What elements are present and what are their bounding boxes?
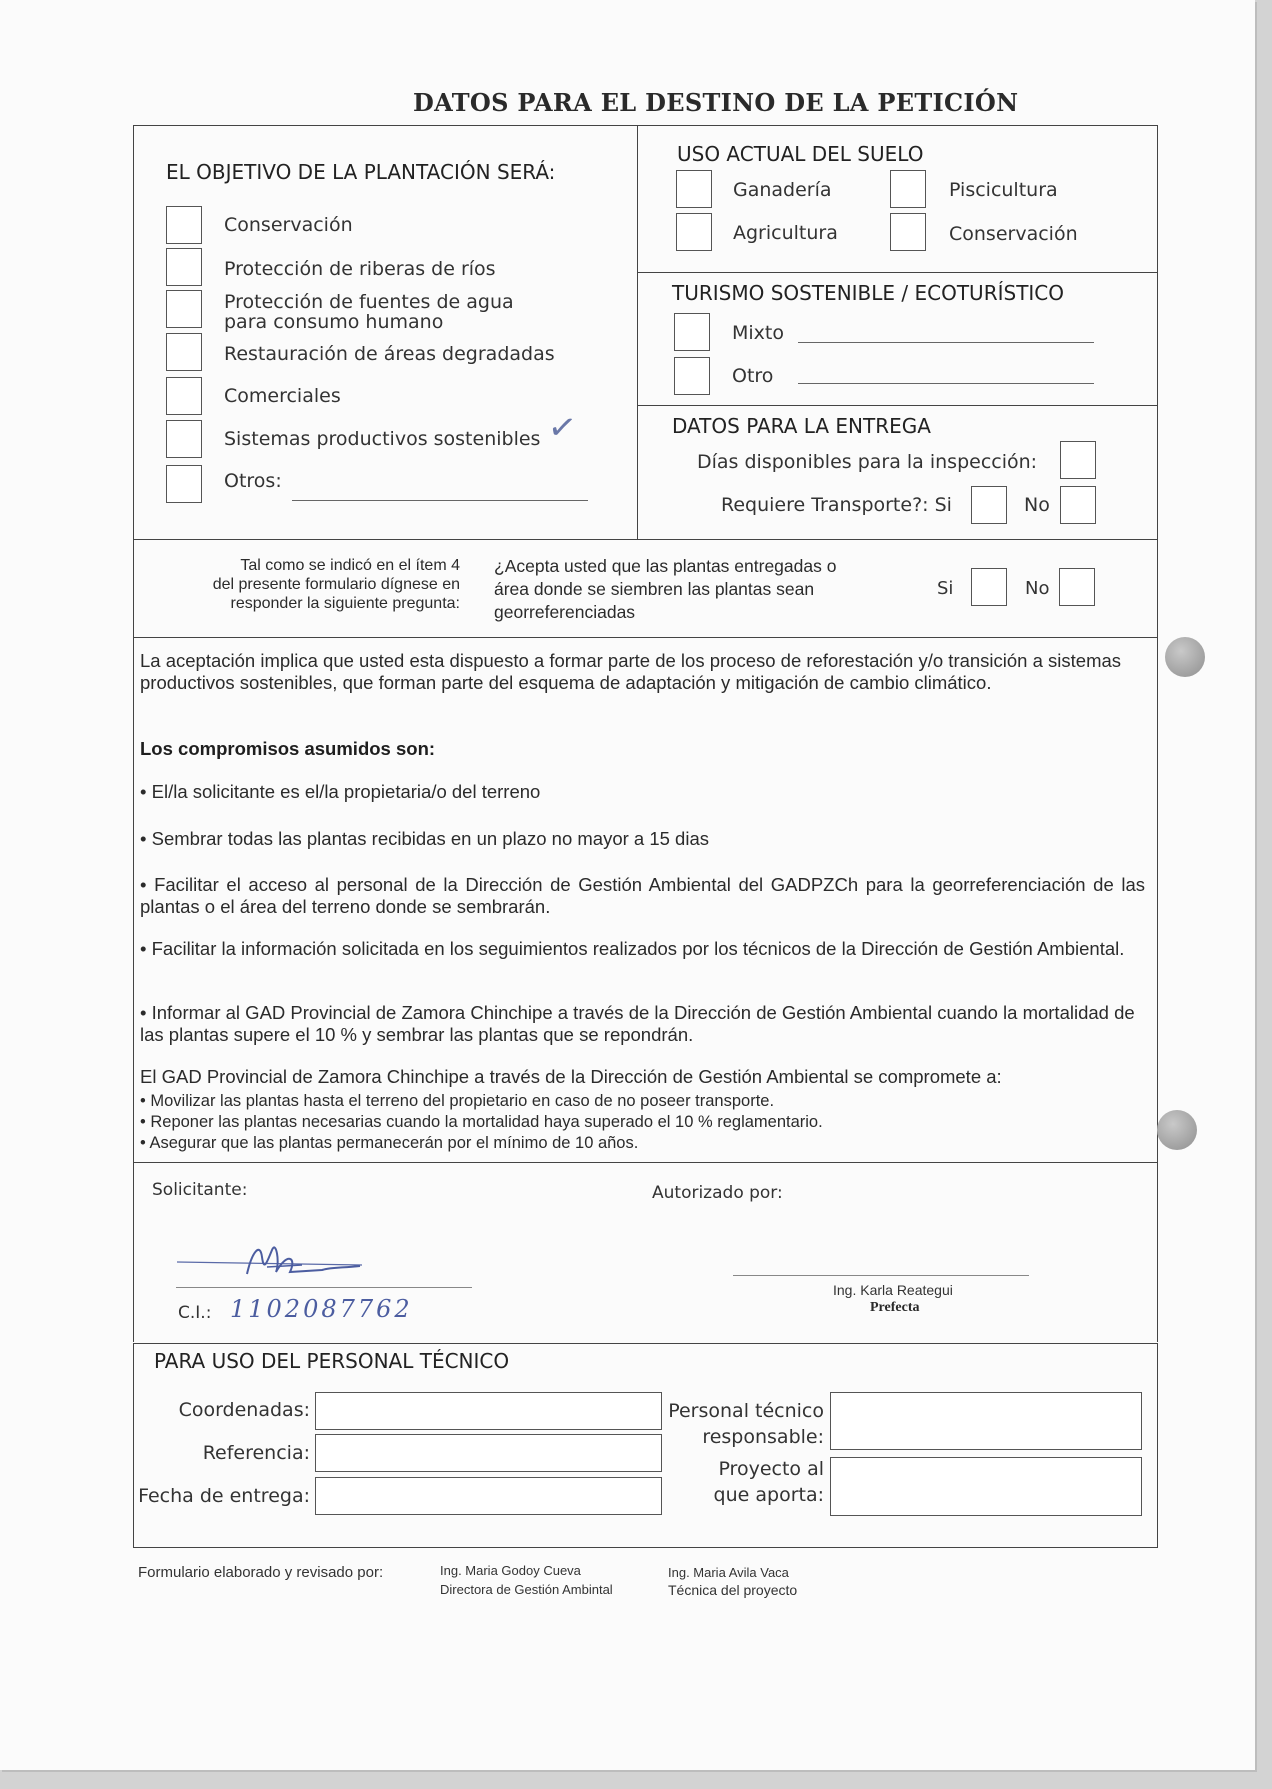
- technical-heading: PARA USO DEL PERSONAL TÉCNICO: [154, 1349, 510, 1373]
- checkbox-restauracion[interactable]: [166, 333, 202, 371]
- otros-line[interactable]: [292, 500, 588, 501]
- coords-field[interactable]: [315, 1392, 662, 1430]
- divider-georef-bottom: [133, 637, 1158, 638]
- georef-intro: [150, 556, 460, 613]
- transport-no-label: No: [1024, 494, 1050, 516]
- objective-heading: EL OBJETIVO DE LA PLANTACIÓN SERÁ:: [166, 160, 556, 184]
- label-restauracion: Restauración de áreas degradadas: [224, 343, 555, 365]
- project-label-line-1: Proyecto al: [718, 1458, 824, 1480]
- checkbox-comerciales[interactable]: [166, 377, 202, 415]
- footer-person-2-name: Ing. Maria Avila Vaca: [668, 1565, 789, 1580]
- checkbox-ganaderia[interactable]: [676, 170, 712, 208]
- staff-field[interactable]: [830, 1392, 1142, 1450]
- delivery-date-label: Fecha de entrega:: [138, 1485, 310, 1507]
- checkbox-conservacion-suelo[interactable]: [890, 213, 926, 251]
- frame-top: [133, 125, 1158, 126]
- georef-si-label: Si: [937, 578, 954, 599]
- checkmark-icon: ✓: [545, 406, 580, 450]
- frame-left: [133, 125, 134, 1169]
- commitment-3: • Facilitar el acceso al personal de la Dirección de Gestión Ambiental del GADPZCh para la georreferenciación de las plantas o el área del terreno donde se sembrarán.: [140, 874, 1145, 917]
- applicant-signature-line: [176, 1287, 472, 1288]
- gad-commitment-heading: El GAD Provincial de Zamora Chinchipe a través de la Dirección de Gestión Ambiental se compromete a:: [140, 1066, 1002, 1087]
- land-use-heading: USO ACTUAL DEL SUELO: [677, 142, 924, 166]
- commitment-4: • Facilitar la información solicitada en los seguimientos realizados por los técnicos de la Dirección de Gestión Ambiental.: [140, 938, 1125, 959]
- authority-title: Prefecta: [870, 1300, 920, 1315]
- commitments-heading: Los compromisos asumidos son:: [140, 738, 436, 759]
- georef-no-label: No: [1025, 578, 1050, 599]
- project-label-line-2: que aporta:: [713, 1484, 824, 1506]
- ci-label: C.I.:: [178, 1303, 212, 1323]
- checkbox-georef-si[interactable]: [971, 568, 1007, 606]
- checkbox-mixto[interactable]: [674, 313, 710, 351]
- footer-person-1-name: Ing. Maria Godoy Cueva: [440, 1563, 581, 1578]
- georef-question-line-2: área donde se siembren las plantas sean: [494, 579, 815, 599]
- checkbox-riberas[interactable]: [166, 248, 202, 286]
- divider-georef-top: [133, 539, 1158, 540]
- gad-item-2: • Reponer las plantas necesarias cuando la mortalidad haya superado el 10 % reglamentario.: [140, 1113, 823, 1131]
- georef-question-line-3: georreferenciadas: [494, 602, 636, 622]
- tech-frame-bottom: [133, 1547, 1158, 1548]
- punch-hole-top: [1165, 637, 1205, 677]
- georef-question-line-1: ¿Acepta usted que las plantas entregadas o: [494, 556, 837, 576]
- georef-intro-line-3: responder la siguiente pregunta:: [230, 595, 460, 612]
- divider-signatures-top: [133, 1162, 1158, 1163]
- applicant-label: Solicitante:: [152, 1180, 248, 1200]
- label-conservacion: Conservación: [224, 214, 353, 236]
- gad-item-1: • Movilizar las plantas hasta el terreno del propietario en caso de no poseer transporte.: [140, 1092, 775, 1110]
- delivery-date-field[interactable]: [315, 1477, 662, 1515]
- georef-intro-line-2: del presente formulario dígnese en: [212, 576, 460, 593]
- project-label: [664, 1456, 824, 1508]
- commitment-2: • Sembrar todas las plantas recibidas en un plazo no mayor a 15 dias: [140, 828, 709, 849]
- authority-signature-line: [733, 1275, 1029, 1276]
- checkbox-piscicultura[interactable]: [890, 170, 926, 208]
- label-ganaderia: Ganadería: [733, 179, 832, 201]
- reference-label: Referencia:: [202, 1442, 310, 1464]
- sig-frame-left: [133, 1162, 134, 1342]
- delivery-heading: DATOS PARA LA ENTREGA: [672, 414, 931, 438]
- applicant-signature: [172, 1232, 402, 1292]
- label-sistemas-productivos: Sistemas productivos sostenibles: [224, 428, 541, 450]
- frame-middle: [637, 125, 638, 539]
- label-consumo-humano: para consumo humano: [224, 311, 444, 333]
- checkbox-transport-no[interactable]: [1060, 486, 1096, 524]
- checkbox-agricultura[interactable]: [676, 213, 712, 251]
- punch-hole-bottom: [1157, 1110, 1197, 1150]
- tourism-heading: TURISMO SOSTENIBLE / ECOTURÍSTICO: [672, 281, 1065, 305]
- divider-technical-top: [133, 1343, 1158, 1344]
- checkbox-conservacion[interactable]: [166, 206, 202, 244]
- gad-item-3: • Asegurar que las plantas permanecerán por el mínimo de 10 años.: [140, 1134, 639, 1152]
- reference-field[interactable]: [315, 1434, 662, 1472]
- commitment-5: • Informar al GAD Provincial de Zamora Chinchipe a través de la Dirección de Gestión Ambiental cuando la mortalidad de las plantas supere el 10 % y sembrar las plantas que se repondrán.: [140, 1002, 1135, 1045]
- form-title: DATOS PARA EL DESTINO DE LA PETICIÓN: [413, 88, 1019, 117]
- tech-frame-right: [1157, 1343, 1158, 1547]
- frame-right: [1157, 125, 1158, 1169]
- label-piscicultura: Piscicultura: [949, 179, 1058, 201]
- mixto-line[interactable]: [798, 342, 1094, 343]
- checkbox-fuentes-agua[interactable]: [166, 290, 202, 328]
- coords-label: Coordenadas:: [178, 1399, 310, 1421]
- authorized-label: Autorizado por:: [652, 1183, 783, 1203]
- days-available-box[interactable]: [1060, 441, 1096, 479]
- transport-label: Requiere Transporte?: Si: [721, 494, 952, 516]
- checkbox-transport-si[interactable]: [971, 486, 1007, 524]
- commitment-1: • El/la solicitante es el/la propietaria/o del terreno: [140, 781, 541, 802]
- staff-label: [664, 1398, 824, 1450]
- delivery-days-label: Días disponibles para la inspección:: [697, 451, 1038, 473]
- label-mixto: Mixto: [732, 322, 784, 344]
- divider-land-tourism: [637, 272, 1157, 273]
- label-riberas: Protección de riberas de ríos: [224, 258, 496, 280]
- footer-person-1-role: Directora de Gestión Ambintal: [440, 1582, 613, 1597]
- staff-label-line-2: responsable:: [702, 1426, 824, 1448]
- checkbox-otros[interactable]: [166, 465, 202, 503]
- divider-tourism-delivery: [637, 405, 1157, 406]
- footer-label: Formulario elaborado y revisado por:: [138, 1564, 384, 1581]
- sig-frame-right: [1157, 1162, 1158, 1342]
- ci-value: 1102087762: [230, 1295, 413, 1323]
- acceptance-text: La aceptación implica que usted esta dispuesto a formar parte de los proceso de reforestación y/o transición a sistemas productivos sostenibles, que forman parte del esquema de adaptación y mitigación de cambio climático.: [140, 650, 1122, 693]
- georef-intro-line-1: Tal como se indicó en el ítem 4: [240, 557, 460, 574]
- label-conservacion-suelo: Conservación: [949, 223, 1078, 245]
- gad-commitments-list: [140, 1091, 823, 1154]
- project-field[interactable]: [830, 1457, 1142, 1516]
- georef-question: [494, 555, 836, 624]
- checkbox-georef-no[interactable]: [1059, 568, 1095, 606]
- tech-frame-left: [133, 1343, 134, 1547]
- footer-person-2-role: Técnica del proyecto: [668, 1582, 798, 1598]
- authority-name: Ing. Karla Reategui: [833, 1282, 953, 1298]
- label-fuentes-agua: Protección de fuentes de agua: [224, 291, 514, 313]
- label-otros: Otros:: [224, 470, 282, 492]
- otro-line[interactable]: [798, 383, 1094, 384]
- staff-label-line-1: Personal técnico: [668, 1400, 824, 1422]
- checkbox-otro[interactable]: [674, 357, 710, 395]
- label-comerciales: Comerciales: [224, 385, 341, 407]
- label-otro: Otro: [732, 365, 774, 387]
- label-agricultura: Agricultura: [733, 222, 838, 244]
- checkbox-sistemas-productivos[interactable]: [166, 420, 202, 458]
